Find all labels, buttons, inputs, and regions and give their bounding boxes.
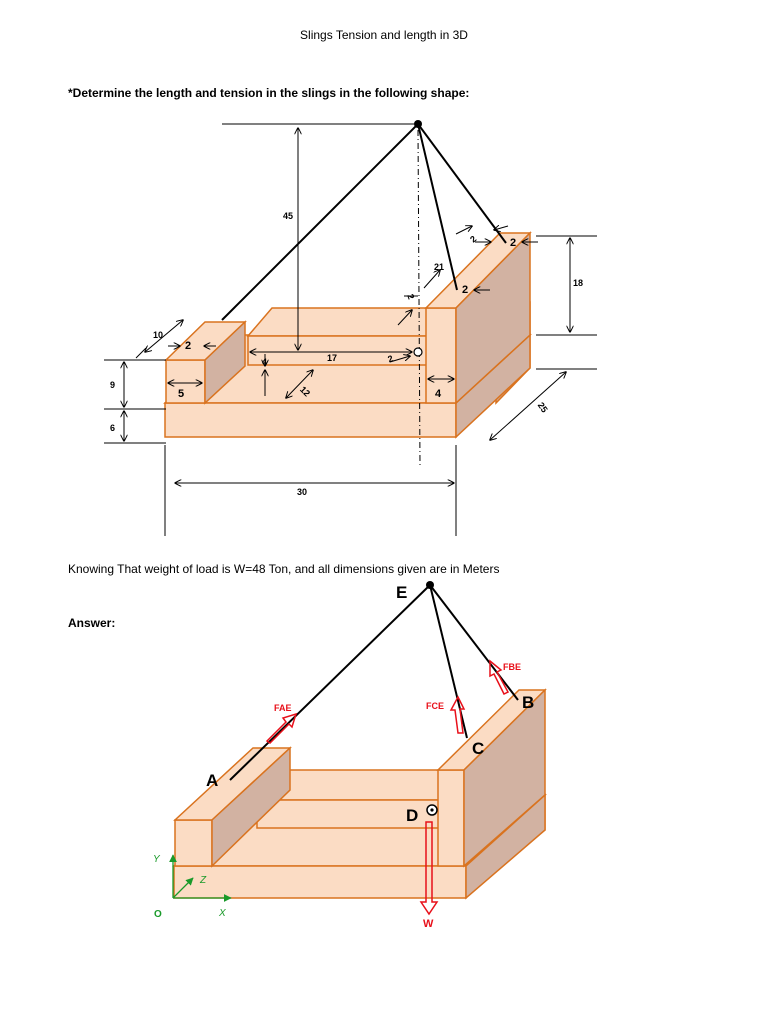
axis-y-label: Y — [153, 854, 160, 865]
label-a: A — [206, 771, 219, 790]
dimensioned-figure — [0, 110, 768, 550]
dim-5: 5 — [178, 388, 185, 400]
dim-21: 21 — [434, 262, 445, 272]
page-title: Slings Tension and length in 3D — [300, 28, 468, 42]
label-b: B — [522, 693, 535, 712]
answer-label: Answer: — [68, 616, 116, 630]
label-d: D — [406, 806, 419, 825]
point-e-dot — [426, 581, 434, 589]
dim-10: 10 — [153, 330, 164, 340]
dim-4-right-post: 4 — [435, 388, 442, 400]
dim-2-top-b: 2 — [510, 237, 517, 249]
dim-17: 17 — [327, 353, 338, 363]
label-fce: FCE — [426, 701, 444, 711]
lifting-point-e — [414, 120, 422, 128]
dim-45: 45 — [283, 211, 294, 221]
label-e: E — [396, 583, 408, 602]
label-c: C — [472, 739, 485, 758]
question-text: *Determine the length and tension in the slings in the following shape: — [68, 86, 470, 100]
dim-2-top-a: 2 — [468, 233, 479, 245]
shape-body — [165, 233, 530, 437]
dim-2-left-post: 2 — [185, 340, 192, 352]
given-text: Knowing That weight of load is W=48 Ton, and all dimensions given are in Meters — [68, 562, 500, 576]
origin-label: O — [154, 909, 162, 920]
dim-30: 30 — [297, 487, 308, 497]
axis-x-label: X — [219, 908, 226, 919]
dim-25: 25 — [535, 400, 550, 415]
shape-body-2 — [174, 690, 545, 898]
cog-center-dot — [430, 808, 433, 811]
dim-12: 12 — [297, 384, 313, 399]
dim-2-vertical: 2 — [405, 292, 417, 301]
dim-18: 18 — [573, 278, 584, 288]
dim-6: 6 — [110, 423, 116, 433]
free-body-diagram — [0, 578, 768, 940]
dim-9: 9 — [110, 380, 116, 390]
dim-2-cog: 2 — [386, 353, 395, 365]
axis-z-label: Z — [200, 875, 207, 886]
label-fbe: FBE — [503, 662, 521, 672]
cog-point — [414, 348, 422, 356]
label-fae: FAE — [274, 703, 292, 713]
dim-4-step: 4 — [262, 357, 268, 367]
dim-2-mid: 2 — [462, 284, 469, 296]
label-w: W — [423, 918, 434, 930]
